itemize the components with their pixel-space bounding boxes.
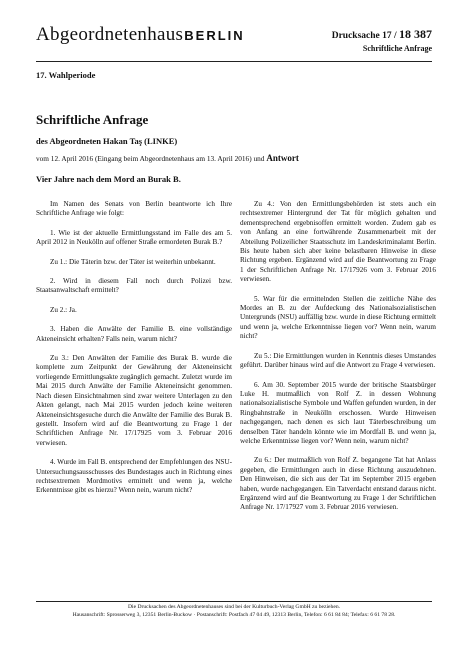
footer — [36, 604, 432, 619]
answer: Zu 2.: Ja. — [50, 305, 77, 314]
drucksache-number — [332, 27, 432, 42]
left-column — [36, 200, 232, 506]
subject-line: Vier Jahre nach dem Mord an Burak B. — [36, 174, 181, 184]
author-line: des Abgeordneten Hakan Taş (LINKE) — [36, 136, 178, 146]
logo-city: BERLIN — [184, 28, 245, 43]
date-line — [36, 153, 299, 163]
answer: Zu 5.: Die Ermittlungen wurden in Kenntnis dieses Umstandes geführt. Darüber hinaus wird auf die Antwort zu Frage 4 verwiesen. — [240, 351, 436, 370]
right-column — [240, 200, 436, 523]
logo-name: Abgeordnetenhaus — [36, 24, 184, 45]
question: 4. Wurde im Fall B. entsprechend der Empfehlungen des NSU-Untersuchungsausschusses des Bundestages auch in Richtung eines rechtsextremen Mordmotivs ermittelt und wenn ja, welche Erkenntnisse gibt es hierzu? Wenn nein, warum nicht? — [36, 458, 232, 495]
drucksache-label: Drucksache 17 / — [331, 31, 397, 41]
answer: Zu 3.: Den Anwälten der Familie des Burak B. wurde die komplette zum Zeitpunkt der Gewährung der Akteneinsicht vorliegende Ermittlungsakte zugänglich gemacht. Zuletzt wurde im Mai 2015 durch Anwälte der Familie Akteneinsicht genommen. Nach diesen Einsichtnahmen sind zwar weitere Unterlagen zu den Akten gelangt, nach Mai 2015 wurden jedoch keine weiteren Akteneinsichtsgesuche durch die Anwälte der Familie des Burak B. gestellt. Insofern wird auf die Beantwortung zu Frage 1 der Schriftlichen Anfrage Nr. 17/17925 vom 3. Februar 2016 verwiesen. — [36, 354, 232, 447]
answer: Zu 1.: Die Täterin bzw. der Täter ist weiterhin unbekannt. — [50, 257, 216, 266]
legislative-period: 17. Wahlperiode — [36, 70, 96, 80]
question: 5. War für die ermittelnden Stellen die zeitliche Nähe des Mordes an B. zu der Aufdeckung des Nationalsozialistischen Untergrunds (NSU) auffällig bzw. wurde in diese Richtung ermittelt und wenn ja, welche Erkenntnisse liegen vor? Wenn nein, warum nicht? — [240, 294, 436, 341]
question: 1. Wie ist der aktuelle Ermittlungsstand im Falle des am 5. April 2012 in Neukölln auf offener Straße ermordeten Burak B.? — [36, 228, 232, 247]
footer-line-2: Hausanschrift: Sprosserweg 3, 12351 Berlin-Buckow · Postanschrift: Postfach 47 04 49, 12313 Berlin, Telefon: 6 61 84 84; Telefax: 6 61 78 28. — [72, 611, 396, 618]
footer-divider — [36, 601, 432, 602]
parliament-logo — [36, 24, 245, 46]
document-title: Schriftliche Anfrage — [36, 112, 149, 127]
question: 6. Am 30. September 2015 wurde der britische Staatsbürger Luke H. mutmaßlich von Rolf Z. in dessen Wohnung nationalsozialistische Symbole und Waffen gefunden wurden, in der Ringbahnstraße in Neukölln erschossen. Wurde Hinweisen nachgegangen, nach denen es sich laut Täterbeschreibung um denselben Täter handeln könnte wie im Mordfall B. und wenn ja, welche Erkenntnisse liegen vor? Wenn nein, warum nicht? — [240, 380, 436, 445]
answer: Zu 4.: Von den Ermittlungsbehörden ist stets auch ein rechtsextremer Hintergrund der Tat für möglich gehalten und dementsprechend ergebnisoffen ermittelt worden. Zudem gab es von Anfang an eine fortwährende Zusammenarbeit mit der Abteilung Polizeilicher Staatsschutz im Landeskriminalamt Berlin. Bis heute haben sich aber keine belastbaren Hinweise in diese Richtung ergeben. Ergänzend wird auf die Beantwortung zu Frage 1 der Schriftlichen Anfrage Nr. 17/17926 vom 3. Februar 2016 verwiesen. — [240, 200, 436, 284]
footer-line-1: Die Drucksachen des Abgeordnetenhauses sind bei der Kulturbuch-Verlag GmbH zu beziehen. — [127, 604, 341, 610]
question: 3. Haben die Anwälte der Familie B. eine vollständige Akteneinsicht erhalten? Falls nein, warum nicht? — [36, 325, 232, 343]
header-divider — [36, 61, 432, 62]
answer-word: Antwort — [266, 153, 299, 163]
document-type: Schriftliche Anfrage — [362, 44, 432, 53]
date-text: vom 12. April 2016 (Eingang beim Abgeordnetenhaus am 13. April 2016) und — [36, 154, 265, 163]
paragraph: Im Namen des Senats von Berlin beantworte ich Ihre Schriftliche Anfrage wie folgt: — [36, 200, 232, 218]
drucksache-value: 18 387 — [399, 27, 432, 41]
answer: Zu 6.: Der mutmaßlich von Rolf Z. begangene Tat hat Anlass gegeben, die Ermittlungen auch in diese Richtung auszudehnen. Den Hinweisen, die sich aus der Tat im September 2015 ergeben haben, wurde nachgegangen. Ein Tatverdacht entstand daraus nicht. Ergänzend wird auf die Beantwortung zu Frage 1 der Schriftlichen Anfrage Nr. 17/17927 vom 3. Februar 2016 verwiesen. — [240, 456, 436, 512]
question: 2. Wird in diesem Fall noch durch Polizei bzw. Staatsanwaltschaft ermittelt? — [36, 277, 232, 295]
